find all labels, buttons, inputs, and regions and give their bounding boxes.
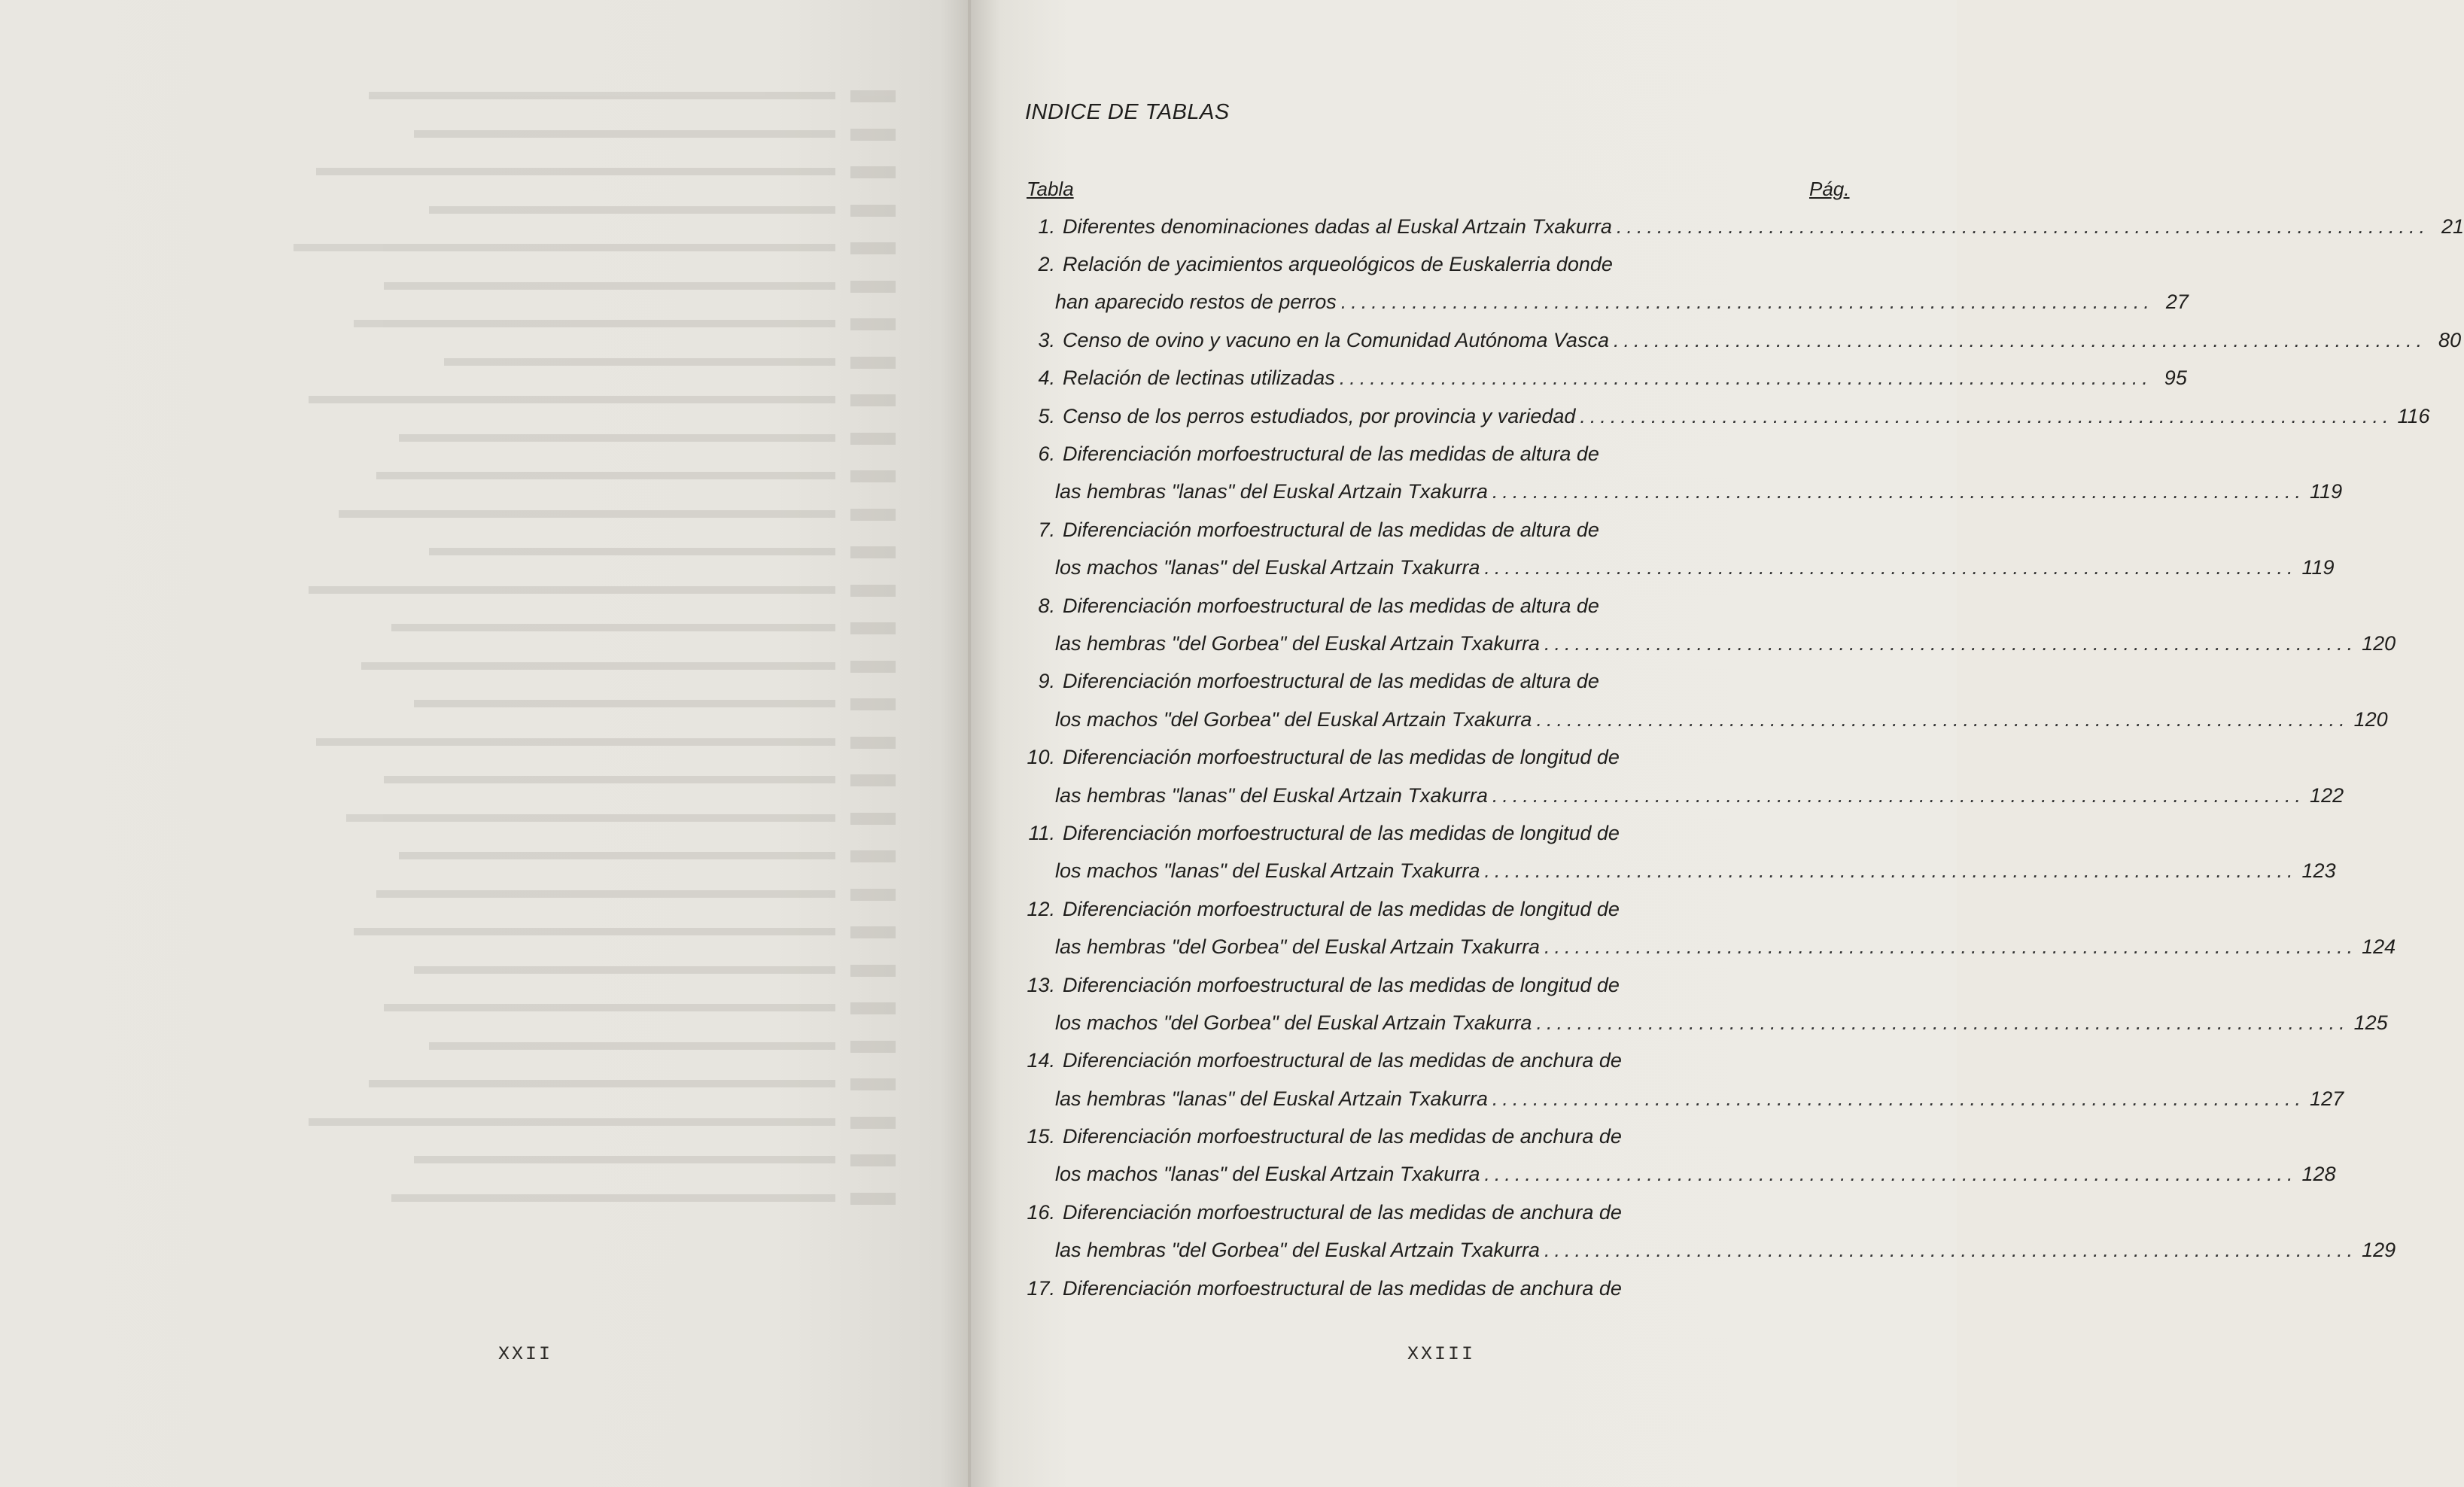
entry-page-number: 27 (2165, 290, 2189, 314)
entry-page-number: 123 (2301, 859, 2336, 883)
column-header-tabla: Tabla (1027, 178, 1074, 200)
index-entry-line (1024, 321, 2462, 359)
entry-number: 13. (1027, 973, 1055, 996)
entry-title: las hembras "del Gorbea" del Euskal Artzain Txakurra (1055, 935, 1540, 959)
entry-number: 12. (1027, 897, 1055, 920)
left-page-number: XXII (498, 1343, 553, 1365)
index-entry-line (1024, 1194, 1851, 1231)
entry-page-number: 120 (2362, 631, 2396, 655)
index-entry-line (1024, 1080, 2344, 1118)
entry-title: Diferenciación morfoestructural de las medidas de altura de (1063, 442, 1599, 466)
dot-leader: ................................................................................ (1484, 1163, 2298, 1186)
dot-leader: ................................................................................ (1484, 859, 2298, 883)
index-entry-line (1024, 1270, 1851, 1307)
index-entry-line (1024, 738, 1851, 776)
table-index-list (1024, 208, 2464, 1307)
index-entry-line (1024, 853, 2336, 890)
dot-leader: ................................................................................ (1340, 290, 2154, 314)
dot-leader: ................................................................................ (1613, 328, 2427, 351)
entry-title: Diferenciación morfoestructural de las medidas de longitud de (1063, 746, 1620, 769)
index-entry-line (1024, 1004, 2388, 1042)
dot-leader: ................................................................................ (1339, 366, 2152, 390)
entry-title: Diferenciación morfoestructural de las medidas de anchura de (1063, 1276, 1622, 1300)
entry-page-number: 116 (2397, 404, 2430, 427)
right-page-number: XXIII (1407, 1343, 1476, 1365)
dot-leader: ................................................................................ (1492, 783, 2306, 807)
entry-number: 2. (1038, 253, 1055, 276)
index-entry-line (1024, 587, 1851, 625)
entry-page-number: 21 (2441, 214, 2464, 238)
index-entry-line (1024, 1232, 2396, 1270)
entry-title: Relación de lectinas utilizadas (1063, 366, 1335, 390)
dot-leader: ................................................................................ (1544, 1239, 2358, 1262)
entry-page-number: 124 (2362, 935, 2396, 959)
index-entry-line (1024, 549, 2335, 587)
dot-leader: ................................................................................ (1544, 631, 2358, 655)
entry-title: Diferenciación morfoestructural de las medidas de longitud de (1063, 821, 1620, 844)
index-entry-line (1024, 245, 1851, 283)
index-entry-line (1024, 511, 1851, 549)
index-entry-line (1024, 701, 2388, 738)
entry-number: 5. (1038, 404, 1055, 427)
index-entry-line (1024, 1118, 1851, 1155)
entry-number: 14. (1027, 1049, 1055, 1072)
entry-page-number: 122 (2310, 783, 2344, 807)
entry-page-number: 127 (2310, 1087, 2344, 1110)
index-entry-line (1024, 1042, 1851, 1080)
entry-title: Diferenciación morfoestructural de las medidas de altura de (1063, 594, 1599, 617)
entry-number: 4. (1038, 366, 1055, 390)
index-entry-line (1024, 208, 2464, 245)
entry-title: Relación de yacimientos arqueológicos de Euskalerria donde (1063, 253, 1613, 276)
entry-number: 16. (1027, 1200, 1055, 1224)
entry-page-number: 129 (2362, 1239, 2396, 1262)
index-entry-line (1024, 435, 1851, 473)
entry-title: han aparecido restos de perros (1055, 290, 1337, 314)
column-header-pag: Pág. (1809, 178, 1850, 200)
entry-title: las hembras "lanas" del Euskal Artzain Txakurra (1055, 1087, 1488, 1110)
index-entry-line (1024, 625, 2396, 662)
entry-title: los machos "del Gorbea" del Euskal Artzain Txakurra (1055, 1011, 1532, 1034)
entry-number: 10. (1027, 746, 1055, 769)
dot-leader: ................................................................................ (1544, 935, 2358, 959)
entry-title: Diferenciación morfoestructural de las medidas de longitud de (1063, 973, 1620, 996)
entry-number: 8. (1038, 594, 1055, 617)
entry-title: las hembras "lanas" del Euskal Artzain Txakurra (1055, 480, 1488, 503)
dot-leader: ................................................................................ (1492, 480, 2306, 503)
index-entry-line (1024, 397, 2430, 435)
index-entry-line (1024, 777, 2344, 814)
entry-title: las hembras "del Gorbea" del Euskal Artzain Txakurra (1055, 631, 1540, 655)
index-entry-line (1024, 1156, 2336, 1194)
entry-page-number: 80 (2438, 328, 2462, 351)
entry-number: 3. (1038, 328, 1055, 351)
entry-title: los machos "del Gorbea" del Euskal Artzain Txakurra (1055, 707, 1532, 731)
entry-number: 11. (1028, 821, 1055, 844)
dot-leader: ................................................................................ (1580, 404, 2393, 427)
index-entry-line (1024, 360, 2187, 397)
entry-number: 1. (1038, 214, 1055, 238)
entry-title: Diferenciación morfoestructural de las medidas de anchura de (1063, 1200, 1622, 1224)
index-entry-line (1024, 890, 1851, 928)
dot-leader: ................................................................................ (1536, 707, 2350, 731)
entry-title: Diferenciación morfoestructural de las medidas de anchura de (1063, 1049, 1622, 1072)
entry-title: las hembras "lanas" del Euskal Artzain Txakurra (1055, 783, 1488, 807)
entry-number: 7. (1038, 518, 1055, 541)
index-entry-line (1024, 284, 2189, 321)
entry-number: 17. (1027, 1276, 1055, 1300)
entry-title: Diferenciación morfoestructural de las medidas de altura de (1063, 518, 1599, 541)
entry-title: los machos "lanas" del Euskal Artzain Txakurra (1055, 1163, 1480, 1186)
dot-leader: ................................................................................ (1536, 1011, 2350, 1034)
entry-title: Diferentes denominaciones dadas al Euskal Artzain Txakurra (1063, 214, 1612, 238)
index-entry-line (1024, 814, 1851, 852)
entry-number: 9. (1038, 670, 1055, 693)
entry-page-number: 119 (2310, 480, 2343, 503)
entry-title: Censo de los perros estudiados, por provincia y variedad (1063, 404, 1576, 427)
entry-title: Censo de ovino y vacuno en la Comunidad Autónoma Vasca (1063, 328, 1609, 351)
index-entry-line (1024, 966, 1851, 1004)
dot-leader: ................................................................................ (1616, 214, 2429, 238)
entry-number: 6. (1038, 442, 1055, 466)
index-entry-line (1024, 663, 1851, 701)
dot-leader: ................................................................................ (1492, 1087, 2306, 1110)
index-title: INDICE DE TABLAS (1025, 100, 1230, 124)
index-entry-line (1024, 473, 2343, 511)
entry-page-number: 95 (2164, 366, 2187, 390)
entry-title: Diferenciación morfoestructural de las medidas de anchura de (1063, 1125, 1622, 1148)
entry-title: Diferenciación morfoestructural de las medidas de altura de (1063, 670, 1599, 693)
dot-leader: ................................................................................ (1484, 556, 2298, 579)
entry-title: las hembras "del Gorbea" del Euskal Artzain Txakurra (1055, 1239, 1540, 1262)
entry-number: 15. (1027, 1125, 1055, 1148)
entry-title: los machos "lanas" del Euskal Artzain Txakurra (1055, 556, 1480, 579)
entry-page-number: 125 (2353, 1011, 2388, 1034)
entry-title: los machos "lanas" del Euskal Artzain Txakurra (1055, 859, 1480, 883)
entry-page-number: 120 (2353, 707, 2388, 731)
entry-page-number: 128 (2301, 1163, 2336, 1186)
index-entry-line (1024, 928, 2396, 965)
entry-page-number: 119 (2301, 556, 2335, 579)
entry-title: Diferenciación morfoestructural de las medidas de longitud de (1063, 897, 1620, 920)
